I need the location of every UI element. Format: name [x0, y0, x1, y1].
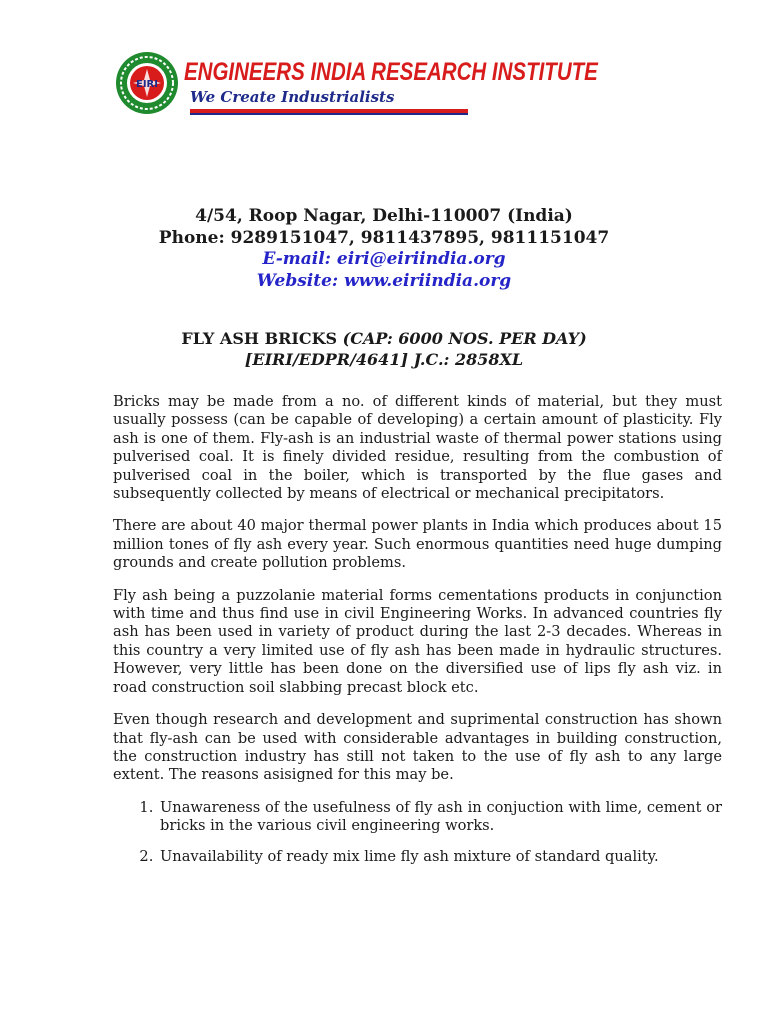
header-logo — [114, 50, 598, 122]
document-title — [0, 328, 768, 370]
list-item: 1. Unawareness of the usefulness of fly ash in conjuction with lime, cement or bricks in the various civil engineering works. — [158, 799, 722, 836]
tagline: We Create Industrialists — [190, 88, 395, 106]
body-text — [113, 393, 722, 878]
paragraph: There are about 40 major thermal power plants in India which produces about 15 million tones of fly ash every year. Such enormous quantities need huge dumping grounds and create pollution problems. — [113, 517, 722, 572]
org-name: ENGINEERS INDIA RESEARCH INSTITUTE — [184, 58, 598, 86]
reference-code: [EIRI/EDPR/4641] J.C.: 2858XL — [244, 350, 524, 369]
product-name: FLY ASH BRICKS — [181, 329, 343, 348]
address-line: 4/54, Roop Nagar, Delhi-110007 (India) — [195, 206, 573, 226]
paragraph: Even though research and development and suprimental construction has shown that fly-ash can be used with considerable advantages in building construction, the construction industry has still not taken to the use of fly ash to any large extent. The reasons asisigned for this may be. — [113, 711, 722, 784]
institute-seal-icon — [114, 50, 180, 116]
capacity: (CAP: 6000 NOS. PER DAY) — [342, 329, 587, 348]
contact-block — [0, 206, 768, 292]
list-item: 2. Unavailability of ready mix lime fly ash mixture of standard quality. — [158, 848, 722, 866]
svg-text:EIRI: EIRI — [136, 79, 158, 90]
tagline-underline-blue — [190, 113, 468, 115]
paragraph: Fly ash being a puzzolanie material forms cementations products in conjunction with time and thus find use in civil Engineering Works. In advanced countries fly ash has been used in variety of product during the last 2-3 decades. Whereas in this country a very limited use of fly ash has been made in hydraulic structures. However, very little has been done on the diversified use of lips fly ash viz. in road construction soil slabbing precast block etc. — [113, 586, 722, 696]
reasons-list — [113, 799, 722, 866]
website-link[interactable]: Website: www.eiriindia.org — [256, 270, 512, 291]
phone-line: Phone: 9289151047, 9811437895, 9811151047 — [158, 227, 610, 248]
email-link[interactable]: E-mail: eiri@eiriindia.org — [262, 249, 506, 269]
paragraph: Bricks may be made from a no. of different kinds of material, but they must usually possess (can be capable of developing) a certain amount of plasticity. Fly ash is one of them. Fly-ash is an industrial waste of thermal power stations using pulverised coal. It is finely divided residue, resulting from the combustion of pulverised coal in the boiler, which is transported by the flue gases and subsequently collected by means of electrical or mechanical precipitators. — [113, 393, 722, 503]
